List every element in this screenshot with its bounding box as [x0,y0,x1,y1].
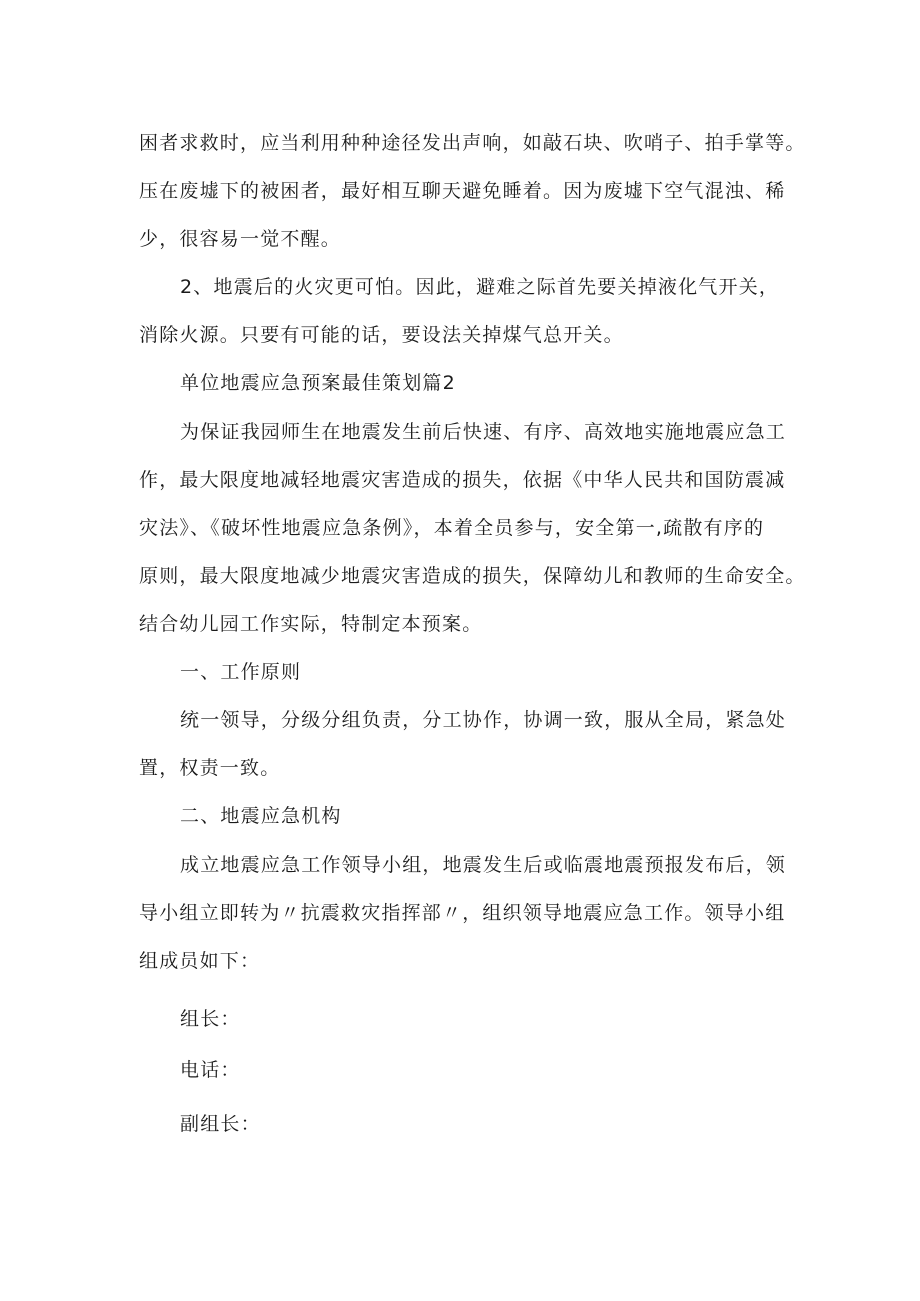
paragraph-line: 困者求救时，应当利用种种途径发出声响，如敲石块、吹哨子、拍手掌等。 [139,132,806,154]
paragraph-line: 少，很容易一觉不醒。 [139,228,342,250]
paragraph-line: 压在废墟下的被困者，最好相互聊天避免睡着。因为废墟下空气混浊、稀 [139,180,786,202]
paragraph-line: 组成员如下： [139,950,261,972]
paragraph-line: 导小组立即转为〃抗震救灾指挥部〃，组织领导地震应急工作。领导小组 [139,902,786,924]
deputy-leader-label: 副组长： [180,1113,261,1135]
paragraph-line: 作，最大限度地减轻地震灾害造成的损失，依据《中华人民共和国防震减 [139,469,786,491]
leader-label: 组长： [180,1008,241,1030]
paragraph-line: 2、地震后的火灾更可怕。因此，避难之际首先要关掉液化气开关， [180,276,780,298]
section-heading: 一、工作原则 [180,661,302,683]
phone-label: 电话： [180,1059,241,1081]
paragraph-line: 统一领导，分级分组负责，分工协作，协调一致，服从全局，紧急处 [180,709,787,731]
paragraph-line: 成立地震应急工作领导小组，地震发生后或临震地震预报发布后，领 [180,854,787,876]
paragraph-line: 灾法》、《破坏性地震应急条例》，本着全员参与，安全第一,疏散有序的 [139,517,765,539]
paragraph-line: 置，权责一致。 [139,757,281,779]
paragraph-line: 结合幼儿园工作实际，特制定本预案。 [139,613,483,635]
paragraph-line: 原则，最大限度地减少地震灾害造成的损失，保障幼儿和教师的生命安全。 [139,565,806,587]
section-heading: 二、地震应急机构 [180,805,342,827]
paragraph-line: 为保证我园师生在地震发生前后快速、有序、高效地实施地震应急工 [180,421,787,443]
paragraph-line: 消除火源。只要有可能的话，要设法关掉煤气总开关。 [139,324,624,346]
section-heading: 单位地震应急预案最佳策划篇2 [180,372,456,394]
